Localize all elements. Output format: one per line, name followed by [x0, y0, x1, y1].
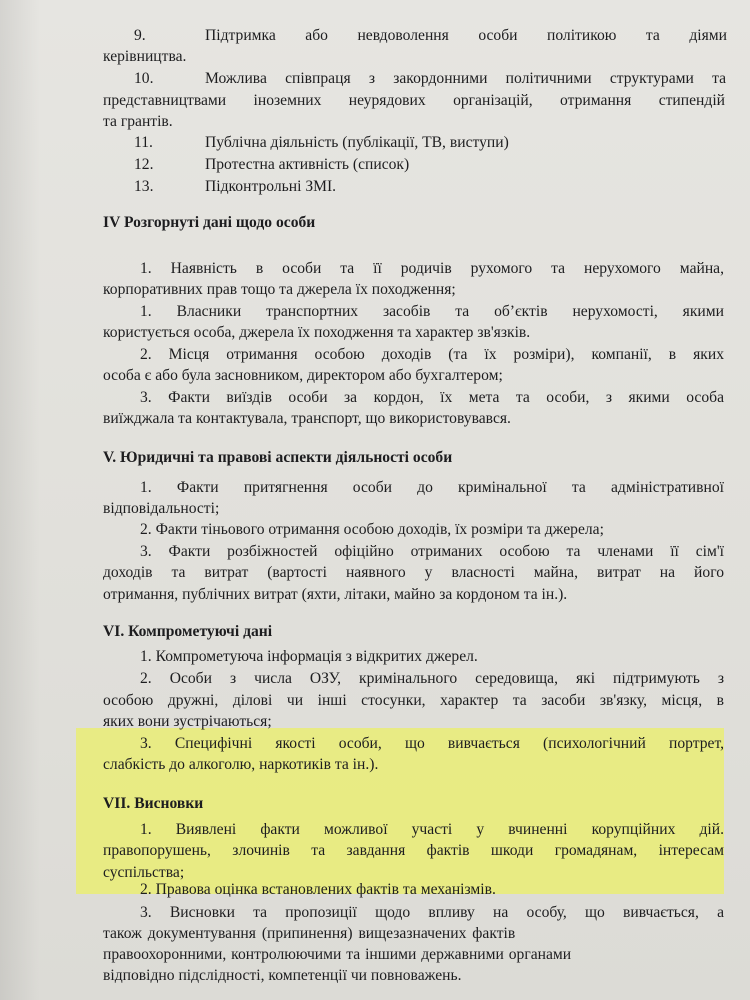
section-5-item1-line2: відповідальності; — [103, 500, 220, 517]
section-7-item1-line1: 1. Виявлені факти можливої участі у вчиненні корупційних дій. — [140, 821, 724, 838]
section-5-item3-line2: доходів та витрат (вартості наявного у власності майна, витрат на його — [103, 564, 724, 581]
section-6-item3-line1: 3. Специфічні якості особи, що вивчається (психологічний портрет, — [140, 735, 724, 752]
section-7-item1-line3: суспільства; — [103, 864, 185, 881]
section-7-item1-line2: правопорушень, злочинів та завдання фактів шкоди громадянам, інтересам — [103, 842, 724, 859]
section-7-item3-line1: 3. Висновки та пропозиції щодо впливу на особу, що вивчається, а — [140, 904, 724, 921]
section-5-item3-line3: отримання, публічних витрат (яхти, літаки, майно за кордоном та ін.). — [103, 586, 568, 603]
section-6-item1-line1: 1. Компрометуюча інформація з відкритих джерел. — [140, 648, 478, 665]
item-9-number: 9. — [134, 27, 146, 44]
item-10-line3: та грантів. — [103, 113, 173, 130]
section-7-title: VII. Висновки — [103, 795, 204, 812]
item-12-text: Протестна активність (список) — [205, 156, 410, 173]
section-5-item3-line1: 3. Факти розбіжностей офіційно отриманих особою та членами її сім'ї — [140, 543, 724, 560]
section-6-item3-line2: слабкість до алкоголю, наркотиків та ін.). — [103, 756, 379, 773]
section-4-item4-line1: 3. Факти виїздів особи за кордон, їх мета та особи, з якими особа — [140, 389, 724, 406]
section-7-item3-line4: відповідно підслідності, компетенції чи повноважень. — [103, 967, 462, 984]
item-11-text: Публічна діяльність (публікації, ТВ, виступи) — [205, 134, 509, 151]
item-13-number: 13. — [134, 178, 154, 195]
section-5-item1-line1: 1. Факти притягнення особи до кримінальної та адміністративної — [140, 479, 724, 496]
item-12-number: 12. — [134, 156, 154, 173]
section-7-item3-line3: правоохоронними, контролюючими та іншими державними органами — [103, 946, 572, 963]
item-9-line1: Підтримка або невдоволення особи політикою та діями — [205, 27, 727, 44]
section-4-item1-line1: 1. Наявність в особи та її родичів рухомого та нерухомого майна, — [140, 260, 724, 277]
section-4-item4-line2: виїжджала та контактувала, транспорт, що використовувався. — [103, 410, 511, 427]
item-10-line2: представництвами іноземних неурядових організацій, отримання стипендій — [103, 92, 725, 109]
section-7-item3-line2: також документування (припинення) вищезазначених фактів — [103, 925, 516, 942]
section-4-item2-line2: користується особа, джерела їх походження та характер зв'язків. — [103, 324, 531, 341]
section-4-item2-line1: 1. Власники транспортних засобів та об’єктів нерухомості, якими — [140, 303, 724, 320]
section-6-item2-line2: особою дружні, ділові чи інші стосунки, характер та засоби зв'язку, місця, в — [103, 692, 724, 709]
page-shadow — [0, 0, 40, 1000]
item-13-text: Підконтрольні ЗМІ. — [205, 178, 337, 195]
section-5-item2-line1: 2. Факти тіньового отримання особою доходів, їх розміри та джерела; — [140, 521, 604, 538]
section-7-item2-line1: 2. Правова оцінка встановлених фактів та механізмів. — [140, 881, 496, 898]
section-6-item2-line3: яких вони зустрічаються; — [103, 713, 272, 730]
section-4-item1-line2: корпоративних прав тощо та джерела їх походження; — [103, 281, 456, 298]
section-5-title: V. Юридичні та правові аспекти діяльності особи — [103, 449, 453, 466]
section-4-title: IV Розгорнуті дані щодо особи — [103, 214, 316, 231]
section-6-title: VI. Компрометуючі дані — [103, 623, 273, 640]
section-4-item3-line1: 2. Місця отримання особою доходів (та їх розміри), компанії, в яких — [140, 346, 724, 363]
item-10-line1: Можлива співпраця з закордонними політичними структурами та — [205, 70, 726, 87]
item-9-line2: керівництва. — [103, 48, 187, 65]
section-4-item3-line2: особа є або була засновником, директором або бухгалтером; — [103, 367, 503, 384]
item-11-number: 11. — [134, 134, 153, 151]
item-10-number: 10. — [134, 70, 154, 87]
section-6-item2-line1: 2. Особи з числа ОЗУ, кримінального середовища, які підтримують з — [140, 670, 724, 687]
